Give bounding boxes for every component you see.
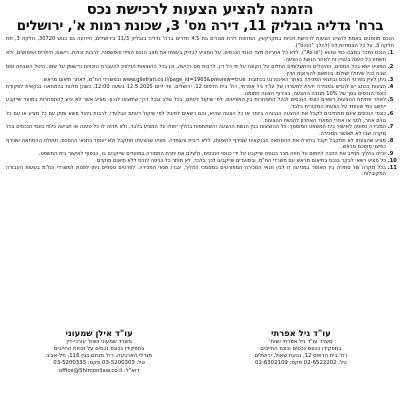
signatory-phone: טל: 03-5200303 פקס: 03-5200333 — [53, 360, 145, 367]
signatory-office: משרד עו"ד גיל אפרתי ושות' — [269, 338, 333, 345]
signatory-name: עו"ד אילן שמעוני — [65, 328, 133, 338]
signature-right — [208, 328, 394, 375]
notice-title: הזמנה להציע הצעות לרכישת נכס — [86, 0, 314, 18]
terms-clause-9: 9. זכייה בהליך תחייב את הזוכה לחתום על חוזה מכר בנוסח שייקבע על ידי כונסי הנכסים, ולשלם את יתרת התמורה במועדים שייקבעו בו, בכפוף לאישור בית המשפט. — [6, 151, 386, 158]
signatory-role: בתפקידו ככונס נכסים על זכויות החייבים — [53, 345, 145, 352]
signatory-office: משרד שמעוני ושות' עורכי-דין — [66, 338, 132, 345]
signatory-address: רח' בית הדפוס 12, גבעת שאול, ירושלים — [254, 353, 348, 360]
terms-clause-11: 11. בכל מקרה של סתירה בין האמור במודעה זו לבין תנאי המכירה המפורטים במסמכי ההליך, יגברו תנאי המכירה. לפרטים נוספים ניתן לפנות למשרדי הח"מ בשעות העבודה המקובלות. — [6, 165, 386, 178]
signature-left — [6, 328, 192, 375]
property-address-title: ברח' גדליה בובליק 11, דירה מס' 3, שכונת רמות א', ירושלים — [16, 17, 384, 34]
signatory-name: עו"ד גיל אפרתי — [271, 328, 331, 338]
intro-paragraph: הנכס מוזמנים באמת להציע הצעות לרכישת זכויות במקרקעין, המהוות דירת מגורים בת 4.5 חדרים ברח' גדליה בובליק 11/3 בירושלים, הידועה גם כגוש 30720, חלקה 3, תת חלקה 3, על כל הצמודות לה (להלן: "הנכס"). — [6, 35, 394, 49]
terms-clause-5: 5. לאחר פתיחת ההצעות רשאים כונסי הנכסים לנהל התמחרות בין המציעים, לפי שיקול דעתם, בכל שלב ובכל דרך שימצאו לנכון. מציע אשר לא יגיע להתמחרות במועד שייקבע ייחשב כמי שעומד על הצעתו המקורית בלבד. — [6, 97, 386, 110]
terms-clause-2: 2. המציע ישא בכל המסים, ההיטלים והתשלומים החלים על הקונה על פי כל דין, לרבות מס רכישה, וכן בכל ההוצאות הנלוות להעברת הזכויות ורישומן על שמו. היטל השבחה ומס שבח ככל שיחולו ישולמו בהתאם להוראות הדין. — [6, 64, 386, 77]
signatory-role: בתפקידו ככונס נכסים וכונס החייבים — [260, 345, 342, 352]
terms-clause-4: 4. הצעות בכתב יש להגיש במסירה ידנית למשרדו של עו"ד גיל אפרתי, רח' בית הדפוס 12, ירושלים, עד ליום 12.5.2025 בשעה 12:00, כשהן מלוות בהמחאה בנקאית לפקודת כונסי הנכסים בסך של 10% מגובה ההצעה, בצירוף הצעה חתומה. — [6, 84, 386, 97]
signature-block — [6, 328, 394, 375]
terms-clause-7: 7. המכירה כפופה לאישור בית המשפט המוסמך. כל ההוצאות בגין הגשת ההצעה והשתתפות בהליך יחולו על המציע בלבד, ולא תהיה לו כל טענה או תביעה כלפי כונסי הנכסים בכל מקרה שבו לא תאושר המכירה. — [6, 124, 386, 137]
signatory-email[interactable]: office@Shimonilaw.co.il :דוא"ל — [58, 367, 140, 374]
signatory-phone: טל: 02-6522202 פקס: 02-6302109 — [255, 360, 347, 367]
terms-clause-10: 10. כל מציע רשאי לבקר בנכס בתיאום מראש עם משרדי הח"מ, ובמועדים שייקבעו לכך בלבד. לא תותר כל כניסה לנכס ללא תיאום מוקדם. — [6, 158, 386, 165]
signatory-address: מגדלי הארבעה, רח' מנחם בגין 116, תל-אביב — [46, 353, 153, 360]
terms-clause-3[interactable]: 3. ניתן לעיין בפרטי הנכס ובתנאי המכירה באתר האינטרנט בכתובת: www.gilefrati.co.il/page_id=1963&preview=true ובמשרדי הח"מ, לאחר תיאום מראש. — [6, 77, 386, 84]
terms-list — [6, 50, 394, 178]
terms-clause-6: 6. כונסי הנכסים אינם מתחייבים לקבל את ההצעה הגבוהה ביותר או כל הצעה שהיא, והם רשאים לפעול לפי שיקול דעתם הבלעדי, לרבות ניהול משא ומתן עם כל מציע או עם כל גורם אחר, לפני או אחרי המועד האחרון להגשת ההצעות. — [6, 111, 386, 124]
terms-clause-1: 1. הנכס נמכר במצבו כפי שהוא ("As is"), ללא כל אחריות מצד כונסי הנכסים. על המציע לבדוק בעצמו את מצב הנכס הפיזי והמשפטי, לרבות זכויות, רישום, היתרים ושימושים, ולא תשמע כל טענה בעניין זה לאחר הגשת ההצעה. — [6, 50, 386, 63]
terms-clause-8: 8. מציע שהצעתו לא תתקבל יקבל בחזרה את ההמחאה הבנקאית שצירף להצעתו, ללא ריבית והצמדה. מציע שהצעתו תתקבל ולא יעמוד בתנאי ההסכם, תחולט ההמחאה שצירף כפיצוי מוסכם מראש. — [6, 138, 386, 151]
